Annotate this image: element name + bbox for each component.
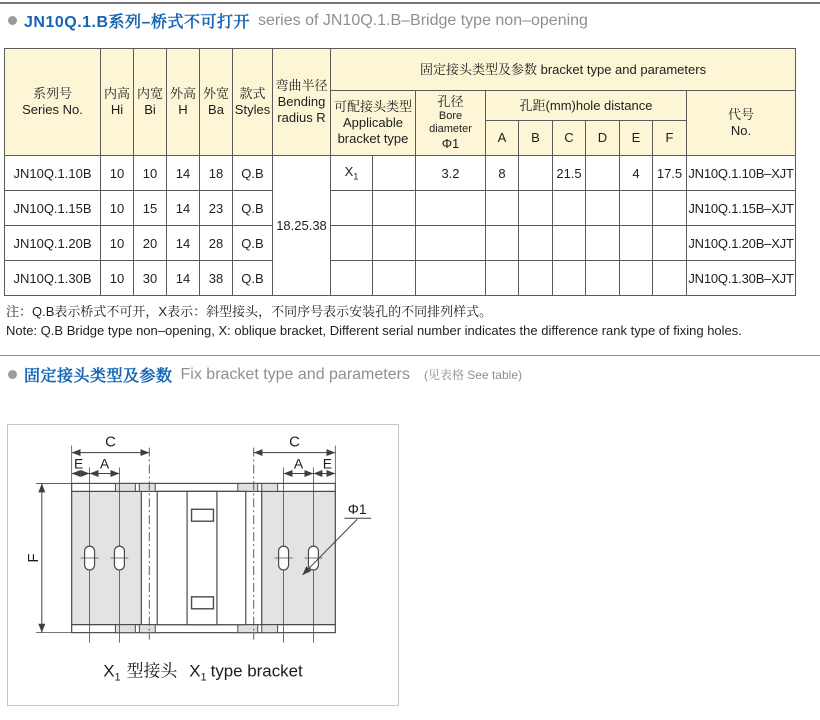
col-header-b: B [519,121,553,156]
note-en: Note: Q.B Bridge type non–opening, X: oblique bracket, Different serial number indicates the difference rank type of fixing holes. [6,323,742,338]
section2-header [8,363,522,386]
cell-d [586,156,620,191]
cell-series: JN10Q.1.10B [5,156,101,191]
dim-label-e-left: E [73,455,84,472]
cell-no: JN10Q.1.15B–XJT [687,191,796,226]
cell-bracket [331,261,373,296]
col-header-bore: 孔径 Bore diameter Φ1 [416,91,486,156]
col-header-h: 外高 H [167,49,200,156]
cell-bracket2 [373,191,416,226]
col-header-hole-distance: 孔距(mm)hole distance [486,91,687,121]
section1-header [8,9,588,32]
cell-style: Q.B [233,191,273,226]
cell-no: JN10Q.1.30B–XJT [687,261,796,296]
bullet-icon [8,16,17,25]
cell-b [519,226,553,261]
cell-b [519,156,553,191]
col-header-bracket-group: 固定接头类型及参数 bracket type and parameters [331,49,796,91]
col-header-radius: 弯曲半径 Bending radius R [273,49,331,156]
center-window-top [192,509,214,521]
cell-bracket2 [373,226,416,261]
col-header-no: 代号 No. [687,91,796,156]
cell-a: 8 [486,156,519,191]
top-band [72,483,336,491]
table-row [5,226,796,261]
cell-no: JN10Q.1.20B–XJT [687,226,796,261]
section2-title-zh: 固定接头类型及参数 [24,368,173,385]
col-header-e: E [620,121,653,156]
cell-c [553,191,586,226]
cell-ba: 23 [200,191,233,226]
dim-label-c-right: C [289,433,300,451]
cell-a [486,226,519,261]
cell-style: Q.B [233,261,273,296]
cell-hi: 10 [101,156,134,191]
cell-a [486,261,519,296]
bracket-drawing [8,425,398,705]
cell-d [586,261,620,296]
cell-bracket [331,226,373,261]
spec-table [4,48,796,296]
cell-bracket2 [373,156,416,191]
col-header-bracket-type: 可配接头类型 Applicable bracket type [331,91,416,156]
table-row [5,156,796,191]
cell-series: JN10Q.1.20B [5,226,101,261]
page-title-zh: JN10Q.1.B系列–桥式不可打开 [24,14,250,31]
cell-bore: 3.2 [416,156,486,191]
table-row [5,261,796,296]
cell-f [653,226,687,261]
cell-bi: 10 [134,156,167,191]
top-rule [0,2,820,4]
cell-f [653,191,687,226]
cell-series: JN10Q.1.30B [5,261,101,296]
cell-bore [416,191,486,226]
cell-e [620,261,653,296]
bullet-icon [8,370,17,379]
dim-label-f: F [24,553,42,563]
cell-ba: 18 [200,156,233,191]
cell-a [486,191,519,226]
cell-bore [416,261,486,296]
bracket-diagram [7,424,399,706]
cell-no: JN10Q.1.10B–XJT [687,156,796,191]
cell-e [620,191,653,226]
cell-bracket [331,191,373,226]
section2-hint: (见表格 See table) [423,368,522,382]
cell-hi: 10 [101,226,134,261]
cell-c [553,226,586,261]
section2-title-en: Fix bracket type and parameters [180,365,410,383]
dim-label-c-left: C [105,433,116,451]
cell-bore [416,226,486,261]
dim-label-a-left: A [99,455,110,472]
col-header-a: A [486,121,519,156]
cell-style: Q.B [233,156,273,191]
dim-label-a-right: A [293,455,304,472]
bottom-band [72,625,336,633]
bore-label: Φ1 [347,501,367,518]
cell-c [553,261,586,296]
center-window-bottom [192,597,214,609]
cell-c: 21.5 [553,156,586,191]
cell-series: JN10Q.1.15B [5,191,101,226]
cell-h: 14 [167,156,200,191]
dim-label-e-right: E [322,455,333,472]
notes [6,302,742,340]
cell-style: Q.B [233,226,273,261]
cell-f [653,261,687,296]
cell-bracket2 [373,261,416,296]
cell-bi: 20 [134,226,167,261]
cell-hi: 10 [101,261,134,296]
cell-ba: 38 [200,261,233,296]
cell-h: 14 [167,261,200,296]
cell-bracket: $X_1$ [331,156,373,191]
col-header-d: D [586,121,620,156]
col-header-c: C [553,121,586,156]
col-header-series: 系列号 Series No. [5,49,101,156]
col-header-bi: 内宽 Bi [134,49,167,156]
col-header-f: F [653,121,687,156]
cell-b [519,261,553,296]
cell-d [586,226,620,261]
cell-bi: 30 [134,261,167,296]
col-header-ba: 外宽 Ba [200,49,233,156]
cell-d [586,191,620,226]
col-header-hi: 内高 Hi [101,49,134,156]
cell-f: 17.5 [653,156,687,191]
cell-b [519,191,553,226]
col-header-styles: 款式 Styles [233,49,273,156]
table-row [5,191,796,226]
diagram-caption: $X_1$ 型接头 $X_1$ type bracket [103,661,303,684]
cell-h: 14 [167,191,200,226]
cell-h: 14 [167,226,200,261]
cell-ba: 28 [200,226,233,261]
right-plate [262,491,336,624]
cell-hi: 10 [101,191,134,226]
section-divider [0,355,820,356]
cell-bending-radius: 18.25.38 [273,156,331,296]
page-title-en: series of JN10Q.1.B–Bridge type non–opening [257,11,588,29]
note-zh: 注：Q.B表示桥式不可开，X表示：斜型接头，不同序号表示安装孔的不同排列样式。 [6,304,493,319]
cell-e: 4 [620,156,653,191]
cell-e [620,226,653,261]
cell-bi: 15 [134,191,167,226]
